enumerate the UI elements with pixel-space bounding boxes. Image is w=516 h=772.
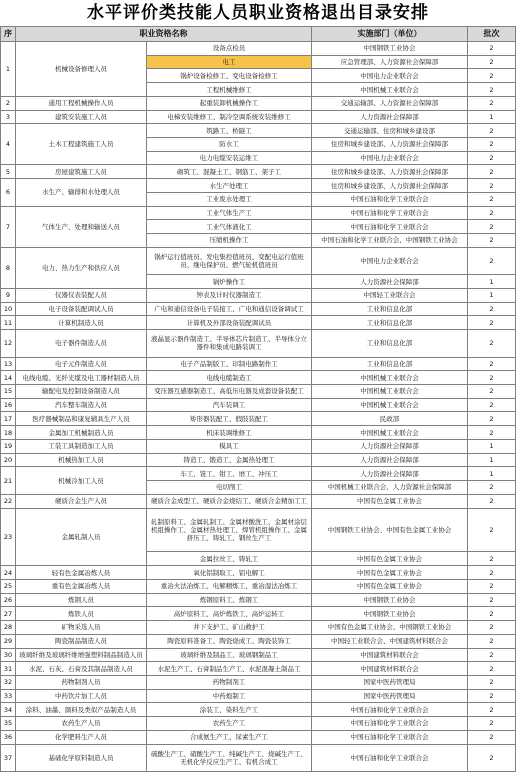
occupation-category: 陶瓷制品制造人员 xyxy=(16,635,147,649)
row-number: 14 xyxy=(0,371,16,385)
qualification-name: 涂装工、染料生产工 xyxy=(147,703,312,717)
department: 交通运输部、住房和城乡建设部 xyxy=(312,124,468,138)
department: 中国有色金属工业协会 xyxy=(312,495,468,509)
department: 中国石油和化学工业联合会 xyxy=(312,703,468,717)
department: 国家中医药管理局 xyxy=(312,676,468,690)
row-number: 17 xyxy=(0,412,16,426)
batch: 2 xyxy=(468,690,516,704)
batch: 2 xyxy=(468,552,516,566)
department: 应急管理部、人力资源社会保障部 xyxy=(312,56,468,70)
row-number: 29 xyxy=(0,635,16,649)
department: 中国有色金属工业协会 xyxy=(312,552,468,566)
row-number: 2 xyxy=(0,97,16,111)
occupation-category: 医疗器械制品和康复辅具生产人员 xyxy=(16,412,147,426)
row-number: 30 xyxy=(0,649,16,663)
qualification-name: 汽车装调工 xyxy=(147,399,312,413)
batch: 2 xyxy=(468,745,516,772)
row-number: 32 xyxy=(0,676,16,690)
department: 中国机械工业联合会 xyxy=(312,399,468,413)
department: 中国电力企业联合会 xyxy=(312,152,468,166)
qualification-name: 硫酸生产工、硝酸生产工、纯碱生产工、烧碱生产工、无机化学反应生产工、有机合成工 xyxy=(147,745,312,772)
department: 人力资源社会保障部 xyxy=(312,440,468,454)
department: 中国机械工业联合会 xyxy=(312,426,468,440)
department: 中国钢铁工业协会 xyxy=(312,594,468,608)
occupation-category: 金属加工机械制造人员 xyxy=(16,426,147,440)
occupation-category: 炼钢人员 xyxy=(16,594,147,608)
occupation-category: 气体生产、处理和输送人员 xyxy=(16,207,147,248)
occupation-category: 水生产、输排和水处理人员 xyxy=(16,179,147,206)
qualification-name: 锅炉设备检修工、变电设备检修工 xyxy=(147,69,312,83)
occupation-category: 硬质合金生产人员 xyxy=(16,495,147,509)
row-number: 16 xyxy=(0,399,16,413)
batch: 2 xyxy=(468,220,516,234)
qualification-name: 工程机械维修工 xyxy=(147,83,312,97)
occupation-category: 金属轧制人员 xyxy=(16,509,147,567)
batch: 2 xyxy=(468,69,516,83)
row-number: 23 xyxy=(0,509,16,567)
qualification-name: 变压器互感器制造工、高低压电器及成套设备装配工 xyxy=(147,385,312,399)
row-number: 5 xyxy=(0,165,16,179)
occupation-category: 电力、热力生产和供应人员 xyxy=(16,248,147,289)
qualification-name: 模具工 xyxy=(147,440,312,454)
qualification-name: 电力电缆安装运维工 xyxy=(147,152,312,166)
department: 国家中医药管理局 xyxy=(312,690,468,704)
department: 中国石油和化学工业联合会 xyxy=(312,731,468,745)
occupation-category: 中药饮片加工人员 xyxy=(16,690,147,704)
occupation-category: 药物制剂人员 xyxy=(16,676,147,690)
qualification-name: 中药炮制工 xyxy=(147,690,312,704)
batch: 2 xyxy=(468,731,516,745)
row-number: 15 xyxy=(0,385,16,399)
qualification-name: 电梯安装维修工、制冷空调系统安装维修工 xyxy=(147,111,312,125)
department: 中国机械工业联合会 xyxy=(312,83,468,97)
department: 中国机械工业联合会、人力资源社会保障部 xyxy=(312,481,468,495)
department: 中国电力企业联合会 xyxy=(312,248,468,275)
row-number: 28 xyxy=(0,621,16,635)
occupation-category: 工装工具制造加工人员 xyxy=(16,440,147,454)
occupation-category: 土木工程建筑施工人员 xyxy=(16,124,147,165)
department: 中国钢铁工业协会 xyxy=(312,607,468,621)
qualification-name: 重冶火法冶炼工、电解精炼工、重冶湿法冶炼工 xyxy=(147,580,312,594)
department: 中国石油和化学工业联合会 xyxy=(312,745,468,772)
department: 中国机械工业联合会 xyxy=(312,385,468,399)
batch: 2 xyxy=(468,662,516,676)
occupation-category: 机械冷加工人员 xyxy=(16,467,147,494)
department: 中国钢铁工业协会、中国有色金属工业协会 xyxy=(312,509,468,553)
row-number: 6 xyxy=(0,179,16,206)
batch: 2 xyxy=(468,56,516,70)
row-number: 20 xyxy=(0,454,16,468)
batch: 2 xyxy=(468,717,516,731)
occupation-category: 重有色金属冶炼人员 xyxy=(16,580,147,594)
batch: 2 xyxy=(468,649,516,663)
qualification-name: 农药生产工 xyxy=(147,717,312,731)
qualification-name: 车工、铣工、钳工、磨工、冲压工 xyxy=(147,467,312,481)
department: 人力资源社会保障部 xyxy=(312,275,468,289)
department: 工业和信息化部 xyxy=(312,358,468,372)
department: 中国有色金属工业协会 xyxy=(312,566,468,580)
department: 中国有色金属工业协会 xyxy=(312,580,468,594)
qualification-name: 工业气体生产工 xyxy=(147,207,312,221)
row-number: 1 xyxy=(0,42,16,97)
batch: 1 xyxy=(468,454,516,468)
occupation-category: 输配电及控制设备制造人员 xyxy=(16,385,147,399)
batch: 2 xyxy=(468,594,516,608)
batch: 2 xyxy=(468,316,516,330)
occupation-category: 水泥、石灰、石膏及其制品制造人员 xyxy=(16,662,147,676)
occupation-category: 涂料、油墨、颜料及类似产品制造人员 xyxy=(16,703,147,717)
department: 中国有色金属工业协会、中国钢铁工业协会 xyxy=(312,621,468,635)
department: 民政部 xyxy=(312,412,468,426)
batch: 2 xyxy=(468,193,516,207)
department: 中国建筑材料联合会 xyxy=(312,662,468,676)
header-cell-0: 序 xyxy=(0,26,16,42)
batch: 2 xyxy=(468,207,516,221)
batch: 2 xyxy=(468,509,516,553)
qualification-name: 水生产处理工 xyxy=(147,179,312,193)
row-number: 18 xyxy=(0,426,16,440)
qualification-name: 计算机及外部设备装配调试员 xyxy=(147,316,312,330)
department: 人力资源社会保障部 xyxy=(312,111,468,125)
batch: 2 xyxy=(468,83,516,97)
batch: 1 xyxy=(468,289,516,303)
batch: 2 xyxy=(468,138,516,152)
qualification-name: 筑路工、桥隧工 xyxy=(147,124,312,138)
department: 中国石油和化学工业联合会 xyxy=(312,717,468,731)
row-number: 12 xyxy=(0,330,16,357)
qualification-name: 轧制原料工、金属轧制工、金属材酸洗工、金属材涂层机组操作工、金属材热处理工、焊管机组操作工、金属挤压工、铸轧工、钢丝生产工 xyxy=(147,509,312,553)
qualification-name: 药物制剂工 xyxy=(147,676,312,690)
qualification-name: 井下支护工、矿山救护工 xyxy=(147,621,312,635)
batch: 2 xyxy=(468,234,516,248)
batch: 2 xyxy=(468,303,516,317)
qualification-name: 电线电缆制造工 xyxy=(147,371,312,385)
qualification-name: 炼钢原料工、炼钢工 xyxy=(147,594,312,608)
department: 工业和信息化部 xyxy=(312,303,468,317)
batch: 2 xyxy=(468,676,516,690)
department: 中国电力企业联合会 xyxy=(312,69,468,83)
row-number: 31 xyxy=(0,662,16,676)
row-number: 8 xyxy=(0,248,16,289)
batch: 2 xyxy=(468,165,516,179)
qualification-name: 砌筑工、混凝土工、钢筋工、架子工 xyxy=(147,165,312,179)
occupation-category: 仪器仪表装配人员 xyxy=(16,289,147,303)
occupation-category: 电子元件制造人员 xyxy=(16,358,147,372)
qualification-name: 金属拉丝工、铸轧工 xyxy=(147,552,312,566)
row-number: 26 xyxy=(0,594,16,608)
qualification-name: 工业气体液化工 xyxy=(147,220,312,234)
department: 中国轻工业联合会 xyxy=(312,289,468,303)
qualification-name: 电切削工 xyxy=(147,481,312,495)
qualification-name: 设备点检员 xyxy=(147,42,312,56)
batch: 2 xyxy=(468,97,516,111)
department: 住房和城乡建设部、人力资源社会保障部 xyxy=(312,179,468,193)
qualification-name: 工业废水处理工 xyxy=(147,193,312,207)
page-title: 水平评价类技能人员职业资格退出目录安排 xyxy=(87,3,429,23)
row-number: 10 xyxy=(0,303,16,317)
qualification-name: 玻璃纤维及制品工、玻璃钢制品工 xyxy=(147,649,312,663)
row-number: 27 xyxy=(0,607,16,621)
occupation-category: 汽车整车制造人员 xyxy=(16,399,147,413)
department: 工业和信息化部 xyxy=(312,316,468,330)
department: 住房和城乡建设部、人力资源社会保障部 xyxy=(312,165,468,179)
batch: 2 xyxy=(468,42,516,56)
department: 中国轻工业联合会、中国建筑材料联合会 xyxy=(312,635,468,649)
batch: 1 xyxy=(468,111,516,125)
department: 中国石油和化学工业联合会 xyxy=(312,193,468,207)
occupation-category: 电子器件制造人员 xyxy=(16,330,147,357)
department: 交通运输部、人力资源社会保障部 xyxy=(312,97,468,111)
batch: 2 xyxy=(468,371,516,385)
row-number: 4 xyxy=(0,124,16,165)
row-number: 3 xyxy=(0,111,16,125)
occupation-category: 机械设备修理人员 xyxy=(16,42,147,97)
qualification-name: 机床装调维修工 xyxy=(147,426,312,440)
batch: 2 xyxy=(468,152,516,166)
batch: 2 xyxy=(468,580,516,594)
row-number: 35 xyxy=(0,717,16,731)
occupation-category: 通用工程机械操作人员 xyxy=(16,97,147,111)
batch: 2 xyxy=(468,385,516,399)
department: 中国建筑材料联合会 xyxy=(312,649,468,663)
department: 工业和信息化部 xyxy=(312,330,468,357)
batch: 2 xyxy=(468,621,516,635)
occupation-category: 机械热加工人员 xyxy=(16,454,147,468)
row-number: 9 xyxy=(0,289,16,303)
occupation-category: 炼铁人员 xyxy=(16,607,147,621)
occupation-category: 轻有色金属冶炼人员 xyxy=(16,566,147,580)
qualification-name: 防水工 xyxy=(147,138,312,152)
batch: 2 xyxy=(468,248,516,275)
batch: 2 xyxy=(468,412,516,426)
occupation-category: 计算机制造人员 xyxy=(16,316,147,330)
batch: 2 xyxy=(468,426,516,440)
qualification-name: 高炉原料工、高炉炼铁工、高炉运转工 xyxy=(147,607,312,621)
department: 中国石油和化学工业联合会 xyxy=(312,220,468,234)
qualification-name: 矫形器装配工、假肢装配工 xyxy=(147,412,312,426)
occupation-category: 电线电缆、光纤光缆及电工器材制造人员 xyxy=(16,371,147,385)
batch: 1 xyxy=(468,440,516,454)
occupation-category: 房屋建筑施工人员 xyxy=(16,165,147,179)
department: 人力资源社会保障部 xyxy=(312,467,468,481)
header-cell-1: 职业资格名称 xyxy=(16,26,312,42)
department: 中国机械工业联合会 xyxy=(312,371,468,385)
row-number: 13 xyxy=(0,358,16,372)
qualification-name: 合成氨生产工、尿素生产工 xyxy=(147,731,312,745)
batch: 2 xyxy=(468,607,516,621)
qualification-name: 钟表及计时仪器制造工 xyxy=(147,289,312,303)
batch: 2 xyxy=(468,399,516,413)
header-cell-3: 批次 xyxy=(468,26,516,42)
occupation-category: 矿物采选人员 xyxy=(16,621,147,635)
qualification-name: 硬质合金成型工、硬质合金烧结工、硬质合金精加工工 xyxy=(147,495,312,509)
batch: 2 xyxy=(468,179,516,193)
row-number: 19 xyxy=(0,440,16,454)
batch: 1 xyxy=(468,467,516,481)
batch: 2 xyxy=(468,330,516,357)
occupation-category: 电子设备装配调试人员 xyxy=(16,303,147,317)
row-number: 33 xyxy=(0,690,16,704)
department: 中国石油和化学工业联合会、中国钢铁工业协会 xyxy=(312,234,468,248)
occupation-category: 化学肥料生产人员 xyxy=(16,731,147,745)
occupation-category: 基础化学原料制造人员 xyxy=(16,745,147,772)
qualification-name: 氧化铝制取工、铝电解工 xyxy=(147,566,312,580)
row-number: 37 xyxy=(0,745,16,772)
occupation-category: 建筑安装施工人员 xyxy=(16,111,147,125)
row-number: 34 xyxy=(0,703,16,717)
batch: 2 xyxy=(468,566,516,580)
qualification-name: 锅炉运行值班员、发电集控值班员、变配电运行值班员、继电保护员、燃气轮机值班员 xyxy=(147,248,312,275)
row-number: 36 xyxy=(0,731,16,745)
qualification-name: 水泥生产工、石膏制品生产工、水泥混凝土制品工 xyxy=(147,662,312,676)
department: 住房和城乡建设部、人力资源社会保障部 xyxy=(312,138,468,152)
qualification-name: 锅炉操作工 xyxy=(147,275,312,289)
row-number: 24 xyxy=(0,566,16,580)
occupation-category: 农药生产人员 xyxy=(16,717,147,731)
batch: 2 xyxy=(468,358,516,372)
occupation-category: 玻璃纤维及玻璃纤维增强塑料制品制造人员 xyxy=(16,649,147,663)
qualification-name: 液晶显示器件制造工、半导体芯片制造工、半导体分立器件和集成电路装调工 xyxy=(147,330,312,357)
qualification-name: 起重装卸机械操作工 xyxy=(147,97,312,111)
batch: 2 xyxy=(468,703,516,717)
qualification-name: 铸造工、锻造工、金属热处理工 xyxy=(147,454,312,468)
row-number: 22 xyxy=(0,495,16,509)
batch: 2 xyxy=(468,495,516,509)
batch: 1 xyxy=(468,275,516,289)
row-number: 25 xyxy=(0,580,16,594)
row-number: 11 xyxy=(0,316,16,330)
qualification-name: 广电和通信设备电子装接工、广电和通信设备调试工 xyxy=(147,303,312,317)
qualification-name: 电子产品制版工、印制电路制作工 xyxy=(147,358,312,372)
qualification-name: 电工 xyxy=(147,56,312,70)
batch: 2 xyxy=(468,124,516,138)
department: 中国钢铁工业协会 xyxy=(312,42,468,56)
batch: 2 xyxy=(468,481,516,495)
department: 中国石油和化学工业联合会 xyxy=(312,207,468,221)
batch: 2 xyxy=(468,635,516,649)
row-number: 7 xyxy=(0,207,16,248)
department: 人力资源社会保障部 xyxy=(312,454,468,468)
row-number: 21 xyxy=(0,467,16,494)
header-cell-2: 实施部门（单位） xyxy=(312,26,468,42)
qualification-name: 压缩机操作工 xyxy=(147,234,312,248)
qualification-name: 陶瓷原料准备工、陶瓷烧成工、陶瓷装饰工 xyxy=(147,635,312,649)
